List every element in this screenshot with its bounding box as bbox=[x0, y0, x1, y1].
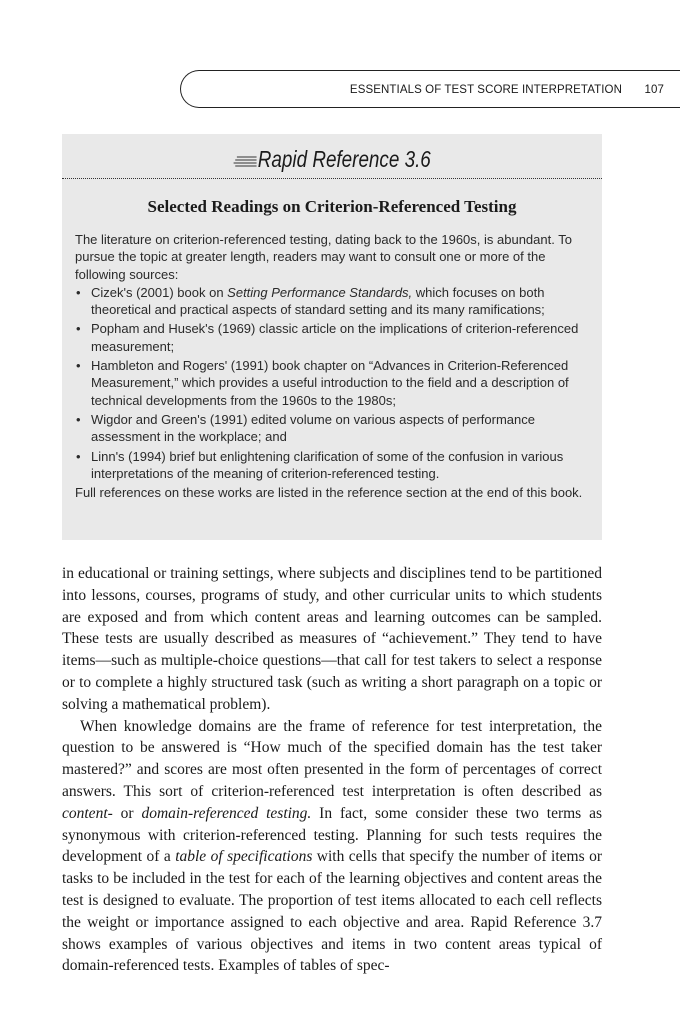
dotted-divider bbox=[62, 178, 602, 179]
rapid-reference-intro: The literature on criterion-referenced testing, dating back to the 1960s, is abundant. To pursue the topic at greater length, readers may want to consult one or more of the following sources: bbox=[75, 232, 572, 282]
emphasis: domain-referenced testing. bbox=[141, 804, 312, 822]
paragraph-text: or bbox=[112, 804, 142, 822]
emphasis: table of specifications bbox=[175, 848, 313, 866]
item-text: which focuses on both theoretical and practical aspects of standard setting and its many ramifications; bbox=[91, 284, 545, 318]
item-text: Wigdor and Green's (1991) edited volume on various aspects of performance assessment in the workplace; and bbox=[91, 411, 535, 445]
paragraph-text: with cells that specify the number of items or tasks to be included in the test for each of the learning objectives and content areas the test is designed to evaluate. The proportion of test items allocated to each cell reflects the weight or importance assigned to each objective and area. Rapid Reference 3.7 shows examples of various objectives and items in two content areas typical of domain-referenced tests. Examples of tables of spec- bbox=[62, 848, 602, 975]
page-number: 107 bbox=[644, 84, 664, 96]
running-header bbox=[180, 70, 680, 108]
item-text: Popham and Husek's (1969) classic article on the implications of criterion-referenced measurement; bbox=[91, 321, 579, 354]
list-item bbox=[75, 320, 589, 355]
item-text: Linn's (1994) brief but enlightening clarification of some of the confusion in various interpretations of the meaning of criterion-referenced testing. bbox=[91, 448, 564, 481]
main-text bbox=[62, 563, 602, 977]
rapid-reference-box bbox=[62, 134, 602, 540]
reading-list bbox=[75, 284, 589, 482]
item-text: Cizek's (2001) book on bbox=[91, 284, 228, 300]
rapid-reference-closing: Full references on these works are listed in the reference section at the end of this book. bbox=[75, 485, 583, 501]
emphasis: content- bbox=[62, 804, 113, 822]
list-item bbox=[75, 284, 589, 319]
rapid-reference-icon bbox=[233, 154, 256, 168]
list-item bbox=[75, 357, 589, 409]
running-title-text: ESSENTIALS OF TEST SCORE INTERPRETATION bbox=[349, 84, 622, 96]
paragraph-text: In fact, some consider these two terms as synonymous with criterion-referenced testing. Planning for such tests requires the development of a bbox=[62, 804, 602, 866]
list-item bbox=[75, 411, 589, 446]
running-title bbox=[350, 84, 622, 96]
rapid-reference-title bbox=[111, 146, 554, 173]
list-item bbox=[75, 448, 589, 483]
page-number-wrap bbox=[645, 84, 665, 96]
rapid-reference-body bbox=[75, 231, 589, 501]
rapid-reference-subtitle: Selected Readings on Criterion-Referenced Testing bbox=[147, 197, 517, 216]
paragraph-text: When knowledge domains are the frame of reference for test interpretation, the question to be answered is “How much of the specified domain has the test taker mastered?” and scores are most often presented in the form of percentages of correct answers. This sort of criterion-referenced test interpretation is often described as bbox=[62, 717, 602, 800]
rapid-reference-title-text: Rapid Reference 3.6 bbox=[257, 146, 431, 172]
paragraph-1: in educational or training settings, where subjects and disciplines tend to be partitioned into lessons, courses, programs of study, and other curricular units to which students are exposed and from which content areas and learning outcomes can be sampled. These tests are usually described as measures of “achievement.” They tend to have items—such as multiple-choice questions—that call for test takers to select a response or to complete a highly structured task (such as writing a short paragraph on a topic or solving a mathematical problem). bbox=[62, 565, 602, 713]
item-title: Setting Performance Standards, bbox=[227, 284, 413, 300]
item-text: Hambleton and Rogers' (1991) book chapter on “Advances in Criterion-Referenced Measurement,” which provides a useful introduction to the field and a description of technical developments from the 1960s to the 1980s; bbox=[91, 358, 569, 408]
paragraph-2 bbox=[62, 716, 602, 978]
